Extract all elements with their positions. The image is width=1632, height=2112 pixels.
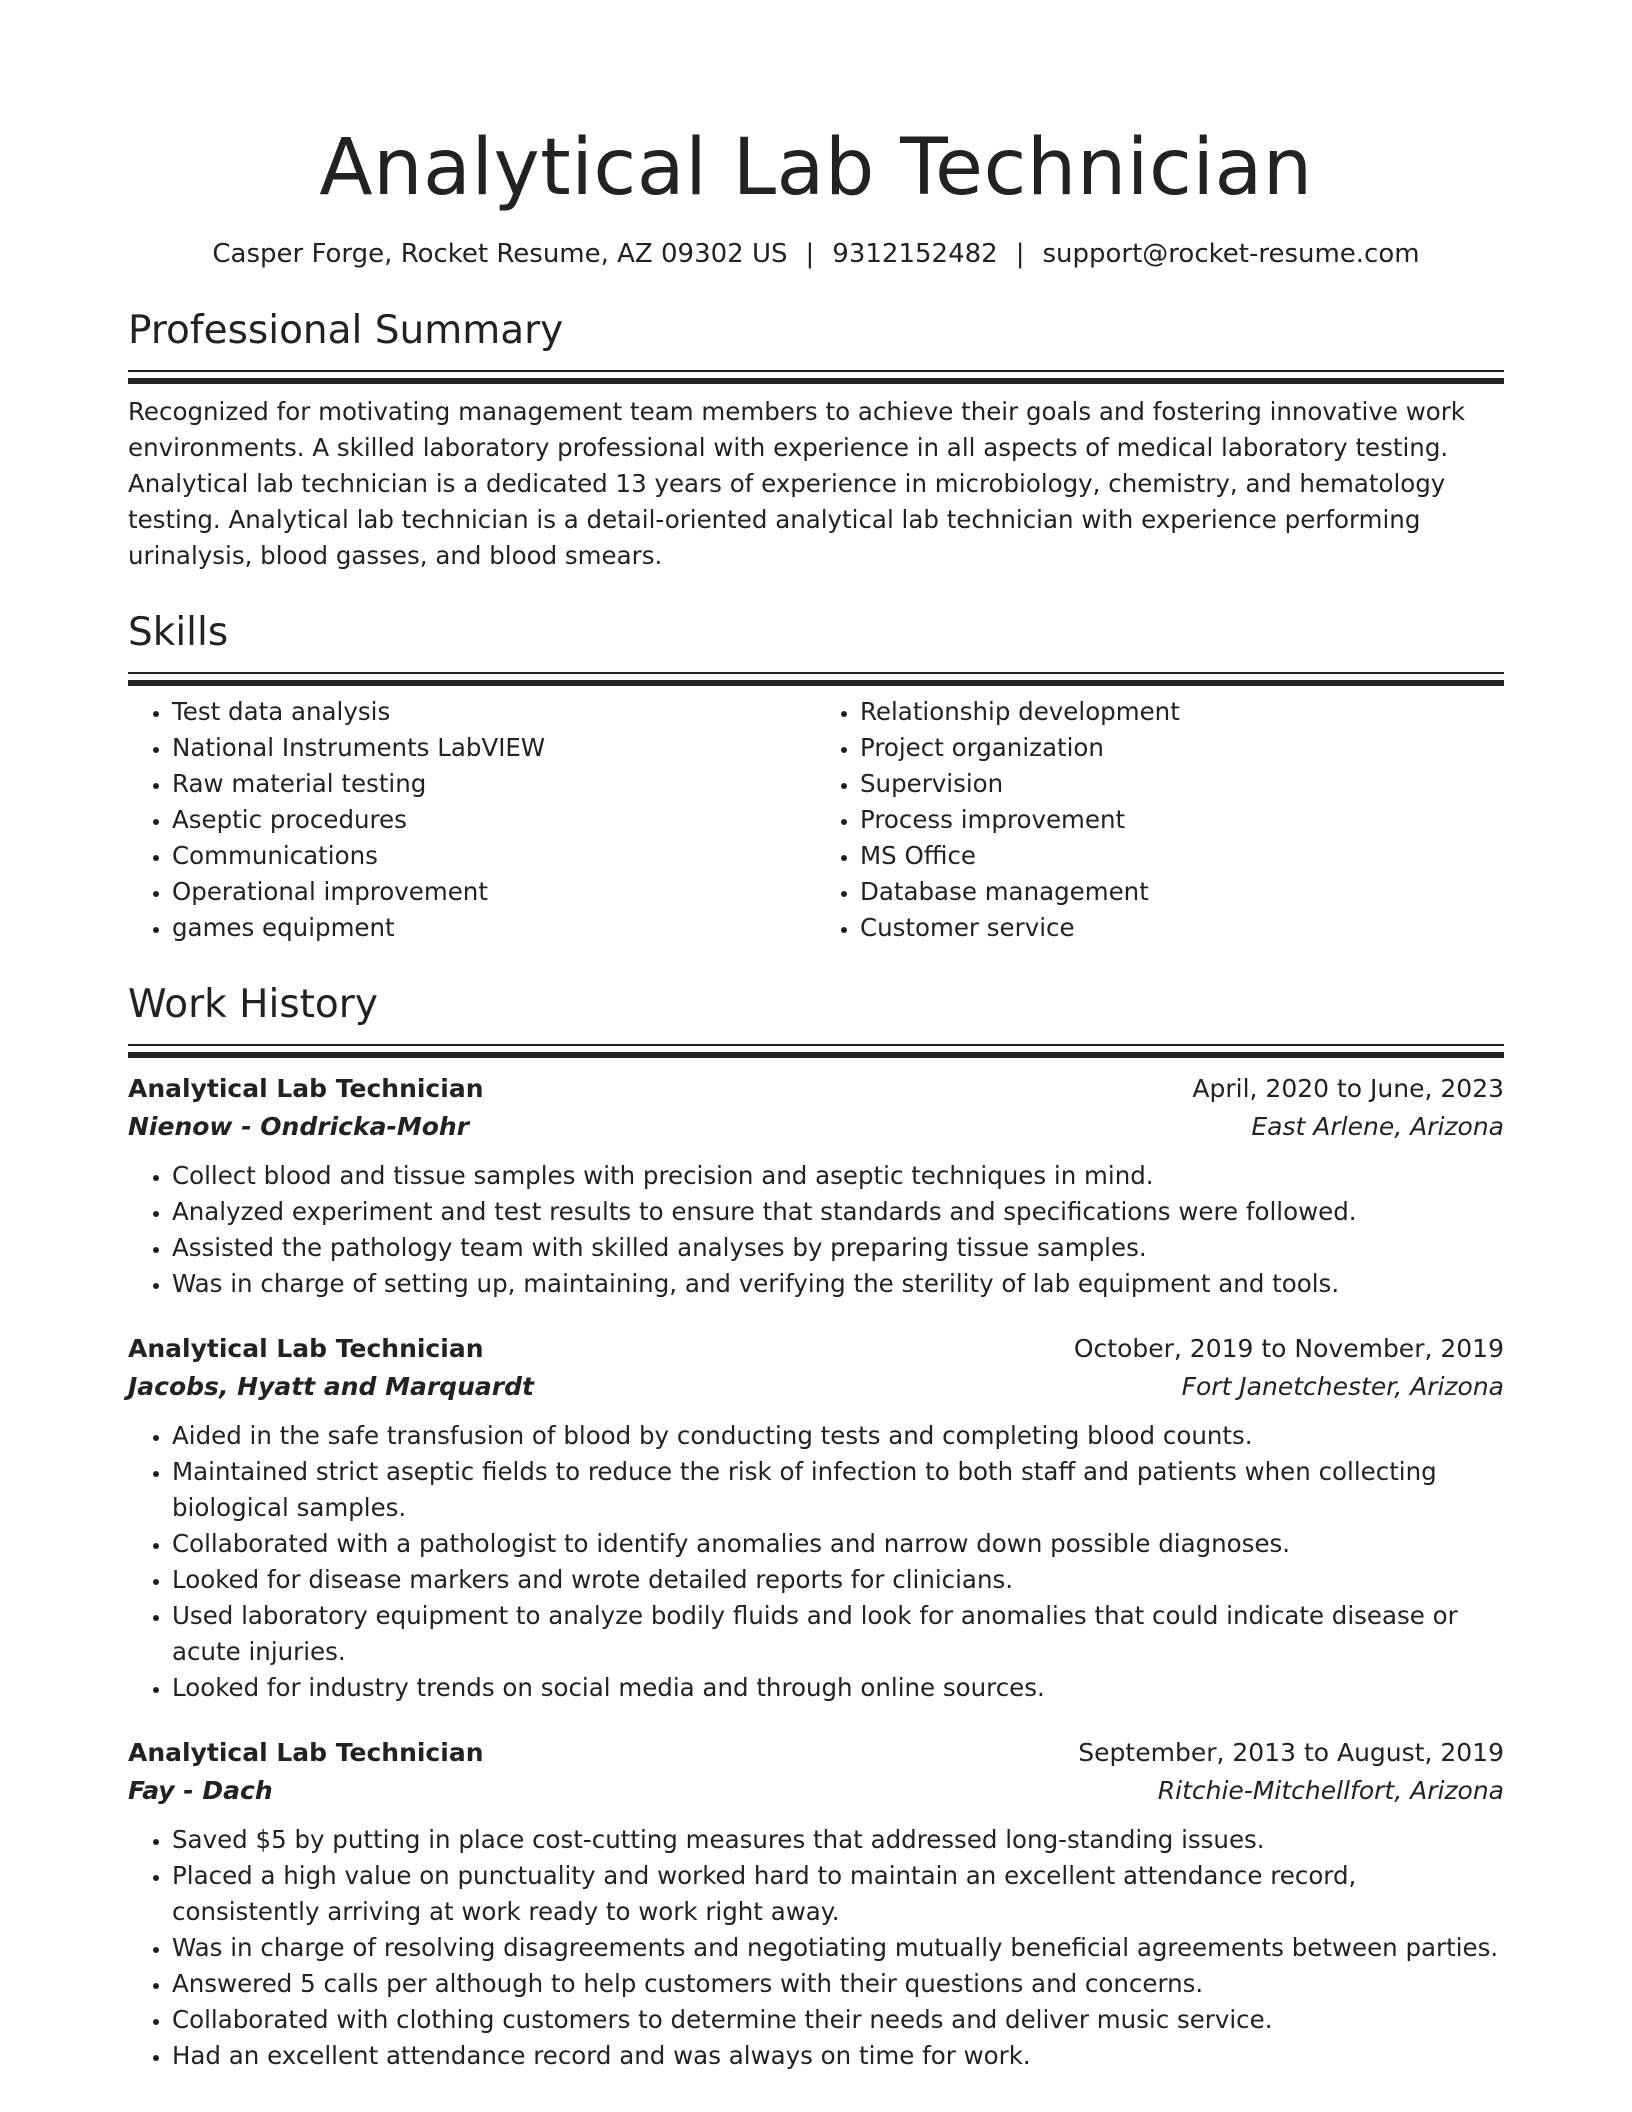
contact-separator: | xyxy=(1015,239,1025,269)
job-title: Analytical Lab Technician xyxy=(128,1334,484,1363)
skill-item: • games equipment xyxy=(172,910,816,946)
job-bullet: • Looked for disease markers and wrote detailed reports for clinicians. xyxy=(172,1562,1504,1598)
job-entry xyxy=(128,1734,1504,2074)
job-location: Fort Janetchester, Arizona xyxy=(1181,1372,1504,1401)
job-bullet: • Was in charge of resolving disagreements and negotiating mutually beneficial agreements between parties. xyxy=(172,1930,1504,1966)
job-header xyxy=(128,1070,1504,1108)
job-subheader xyxy=(128,1108,1504,1146)
skill-item: • Relationship development xyxy=(860,694,1504,730)
job-location: Ritchie-Mitchellfort, Arizona xyxy=(1157,1776,1504,1805)
skill-item: • Project organization xyxy=(860,730,1504,766)
contact-phone: 9312152482 xyxy=(832,239,998,269)
skill-item: • Database management xyxy=(860,874,1504,910)
section-divider xyxy=(128,370,1504,382)
job-bullet: • Assisted the pathology team with skilled analyses by preparing tissue samples. xyxy=(172,1230,1504,1266)
job-subheader xyxy=(128,1368,1504,1406)
skill-item: • Operational improvement xyxy=(172,874,816,910)
job-list xyxy=(128,1070,1504,2074)
job-entry xyxy=(128,1070,1504,1302)
skills-list-left xyxy=(128,694,816,946)
job-bullet: • Analyzed experiment and test results to ensure that standards and specifications were followed. xyxy=(172,1194,1504,1230)
skills-list-right xyxy=(816,694,1504,946)
skill-item: • National Instruments LabVIEW xyxy=(172,730,816,766)
job-bullet: • Collaborated with a pathologist to identify anomalies and narrow down possible diagnoses. xyxy=(172,1526,1504,1562)
skill-item: • Customer service xyxy=(860,910,1504,946)
section-heading: Work History xyxy=(128,982,378,1027)
skills-columns xyxy=(128,694,1504,946)
section-heading: Professional Summary xyxy=(128,308,564,353)
job-bullet: • Placed a high value on punctuality and worked hard to maintain an excellent attendance record, consistently arriving at work ready to work right away. xyxy=(172,1858,1504,1930)
job-bullets xyxy=(128,1822,1504,2074)
work-history-section xyxy=(128,980,1504,2074)
job-bullet: • Answered 5 calls per although to help customers with their questions and concerns. xyxy=(172,1966,1504,2002)
job-dates: October, 2019 to November, 2019 xyxy=(1073,1334,1504,1363)
skill-item: • Supervision xyxy=(860,766,1504,802)
job-entry xyxy=(128,1330,1504,1706)
contact-line xyxy=(128,236,1504,272)
job-bullets xyxy=(128,1418,1504,1706)
job-location: East Arlene, Arizona xyxy=(1251,1112,1504,1141)
job-bullet: • Had an excellent attendance record and was always on time for work. xyxy=(172,2038,1504,2074)
section-divider xyxy=(128,1044,1504,1056)
job-bullet: • Used laboratory equipment to analyze bodily fluids and look for anomalies that could indicate disease or acute injuries. xyxy=(172,1598,1504,1670)
job-bullet: • Saved $5 by putting in place cost-cutting measures that addressed long-standing issues. xyxy=(172,1822,1504,1858)
job-bullet: • Collect blood and tissue samples with precision and aseptic techniques in mind. xyxy=(172,1158,1504,1194)
skill-item: • Communications xyxy=(172,838,816,874)
contact-address: Casper Forge, Rocket Resume, AZ 09302 US xyxy=(212,239,788,269)
contact-email[interactable]: support@rocket-resume.com xyxy=(1042,239,1420,269)
skills-section xyxy=(128,608,1504,946)
job-subheader xyxy=(128,1772,1504,1810)
skill-item: • MS Office xyxy=(860,838,1504,874)
job-bullets xyxy=(128,1158,1504,1302)
contact-separator: | xyxy=(805,239,815,269)
job-header xyxy=(128,1734,1504,1772)
skill-item: • Test data analysis xyxy=(172,694,816,730)
job-bullet: • Was in charge of setting up, maintaining, and verifying the sterility of lab equipment and tools. xyxy=(172,1266,1504,1302)
job-title: Analytical Lab Technician xyxy=(128,1074,484,1103)
resume-title: Analytical Lab Technician xyxy=(319,123,1313,213)
skill-item: • Aseptic procedures xyxy=(172,802,816,838)
summary-section xyxy=(128,306,1504,574)
job-dates: April, 2020 to June, 2023 xyxy=(1192,1074,1504,1103)
job-company: Nienow - Ondricka-Mohr xyxy=(128,1112,470,1141)
job-header xyxy=(128,1330,1504,1368)
section-divider xyxy=(128,672,1504,684)
skill-item: • Raw material testing xyxy=(172,766,816,802)
section-heading: Skills xyxy=(128,610,229,655)
job-bullet: • Maintained strict aseptic fields to reduce the risk of infection to both staff and patients when collecting biological samples. xyxy=(172,1454,1504,1526)
job-company: Fay - Dach xyxy=(128,1776,273,1805)
job-bullet: • Collaborated with clothing customers to determine their needs and deliver music service. xyxy=(172,2002,1504,2038)
skill-item: • Process improvement xyxy=(860,802,1504,838)
job-bullet: • Looked for industry trends on social media and through online sources. xyxy=(172,1670,1504,1706)
summary-text: Recognized for motivating management team members to achieve their goals and fostering innovative work environments. A skilled laboratory professional with experience in all aspects of medical laboratory testing. Analytical lab technician is a dedicated 13 years of experience in microbiology, chemistry, and hematology testing. Analytical lab technician is a detail-oriented analytical lab technician with experience performing urinalysis, blood gasses, and blood smears. xyxy=(128,397,1465,570)
job-bullet: • Aided in the safe transfusion of blood by conducting tests and completing blood counts. xyxy=(172,1418,1504,1454)
job-company: Jacobs, Hyatt and Marquardt xyxy=(128,1372,534,1401)
job-title: Analytical Lab Technician xyxy=(128,1738,484,1767)
job-dates: September, 2013 to August, 2019 xyxy=(1078,1738,1504,1767)
